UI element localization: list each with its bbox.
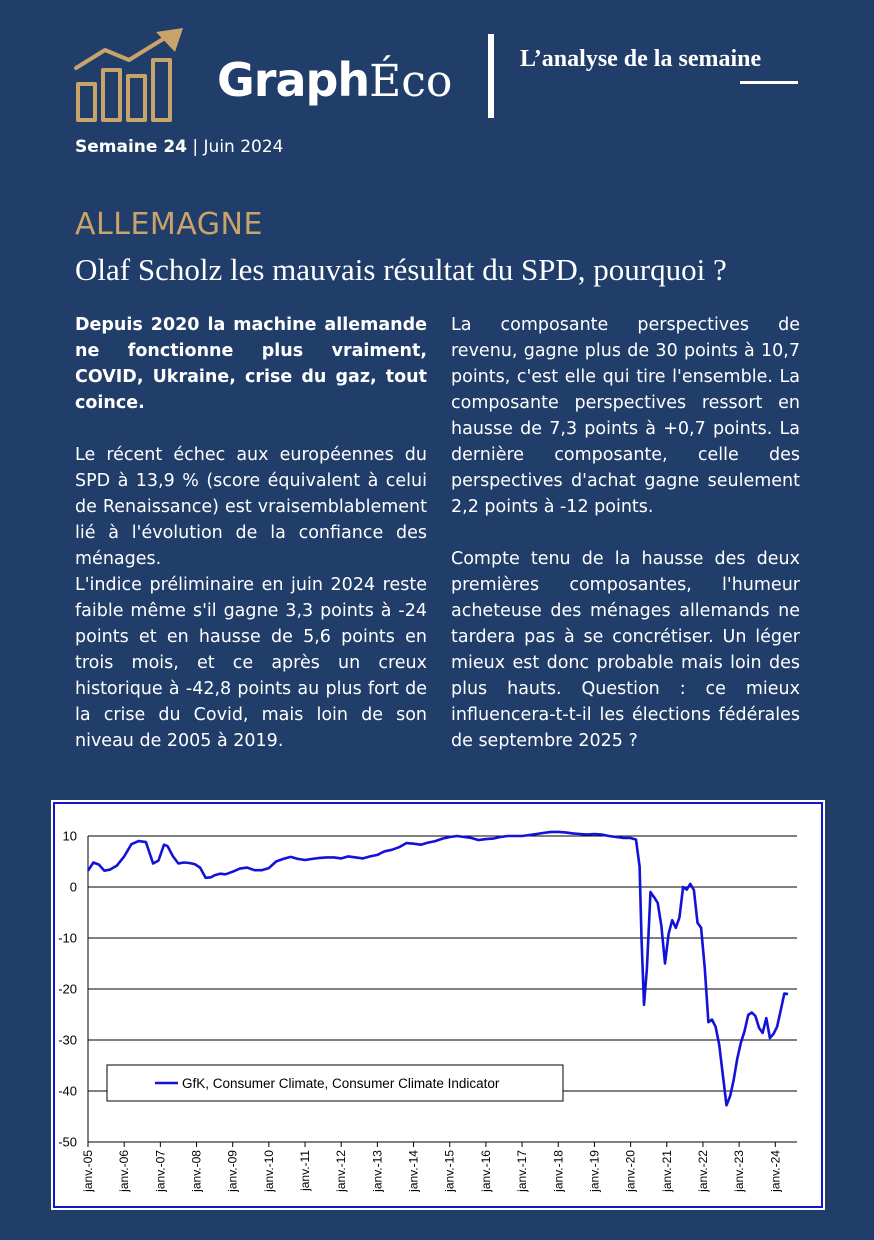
bar-chart-logo-icon (73, 28, 188, 123)
y-tick-label: -20 (58, 981, 77, 997)
issue-separator: | (192, 137, 199, 157)
article-column-right (451, 312, 800, 754)
x-tick-label: janv.-22 (695, 1150, 710, 1192)
brand-name (217, 52, 452, 110)
issue-week: Semaine 24 (75, 137, 187, 157)
x-tick-label: janv.-15 (442, 1150, 457, 1192)
x-tick-label: janv.-16 (478, 1150, 493, 1192)
issue-info (75, 137, 284, 157)
x-tick-label: janv.-17 (515, 1150, 530, 1192)
x-tick-label: janv.-11 (298, 1150, 313, 1191)
article-column-left (75, 312, 427, 754)
x-tick-label: janv.-07 (153, 1150, 168, 1192)
x-tick-label: janv.-14 (406, 1150, 421, 1192)
y-tick-label: -10 (58, 930, 77, 946)
brand-part-1: Graph (217, 53, 370, 107)
y-tick-label: -30 (58, 1032, 77, 1048)
article-headline: Olaf Scholz les mauvais résultat du SPD, pourquoi ? (75, 252, 727, 287)
article-paragraph-4: Compte tenu de la hausse des deux premières composantes, l'humeur acheteuse des ménages allemands ne tardera pas à se concrétiser. Un léger mieux est donc probable mais loin des plus hauts. Question : ce mieux influencera-t-t-il les élections fédérales de septembre 2025 ? (451, 549, 800, 751)
x-tick-label: janv.-19 (587, 1150, 602, 1192)
section-country: ALLEMAGNE (75, 207, 263, 242)
article-paragraph-2: L'indice préliminaire en juin 2024 reste faible même s'il gagne 3,3 points à -24 points et en hausse de 5,6 points en trois mois, et ce après un creux historique à -42,8 points au plus fort de la crise du Covid, mais loin de son niveau de 2005 à 2019. (75, 575, 427, 751)
weekly-title-underline (740, 81, 798, 84)
article-lead: Depuis 2020 la machine allemande ne fonctionne plus vraiment, COVID, Ukraine, crise du gaz, tout coince. (75, 315, 427, 413)
article-paragraph-1: Le récent échec aux européennes du SPD à 13,9 % (score équivalent à celui de Renaissance) est vraisemblablement lié à l'évolution de la confiance des ménages. (75, 445, 427, 569)
y-tick-label: 0 (69, 879, 77, 895)
article-paragraph-3: La composante perspectives de revenu, gagne plus de 30 points à 10,7 points, c'est elle qui tire l'ensemble. La composante perspectives ressort en hausse de 7,3 points à +0,7 points. La dernière composante, celle des perspectives d'achat gagne seulement 2,2 points à -12 points. (451, 315, 800, 517)
brand-part-2: Éco (369, 56, 453, 107)
y-tick-label: -50 (58, 1134, 77, 1150)
x-tick-label: janv.-10 (261, 1150, 276, 1192)
y-tick-label: -40 (58, 1083, 77, 1099)
x-tick-label: janv.-09 (225, 1150, 240, 1192)
weekly-title: L’analyse de la semaine (520, 46, 762, 72)
chart-frame (51, 800, 825, 1210)
x-tick-label: janv.-06 (117, 1150, 132, 1192)
y-tick-label: 10 (62, 828, 77, 844)
x-tick-label: janv.-21 (659, 1150, 674, 1192)
issue-date: Juin 2024 (203, 137, 284, 157)
consumer-climate-chart (51, 800, 825, 1210)
x-tick-label: janv.-18 (551, 1150, 566, 1192)
x-tick-label: janv.-23 (732, 1150, 747, 1192)
legend-label: GfK, Consumer Climate, Consumer Climate Indicator (182, 1076, 500, 1091)
x-tick-label: janv.-12 (334, 1150, 349, 1192)
header-divider (488, 34, 494, 118)
x-tick-label: janv.-20 (623, 1150, 638, 1192)
x-tick-label: janv.-13 (370, 1150, 385, 1192)
chart-legend (107, 1065, 563, 1101)
x-tick-label: janv.-05 (81, 1150, 95, 1192)
x-tick-label: janv.-24 (768, 1150, 783, 1192)
x-tick-label: janv.-08 (189, 1150, 204, 1192)
